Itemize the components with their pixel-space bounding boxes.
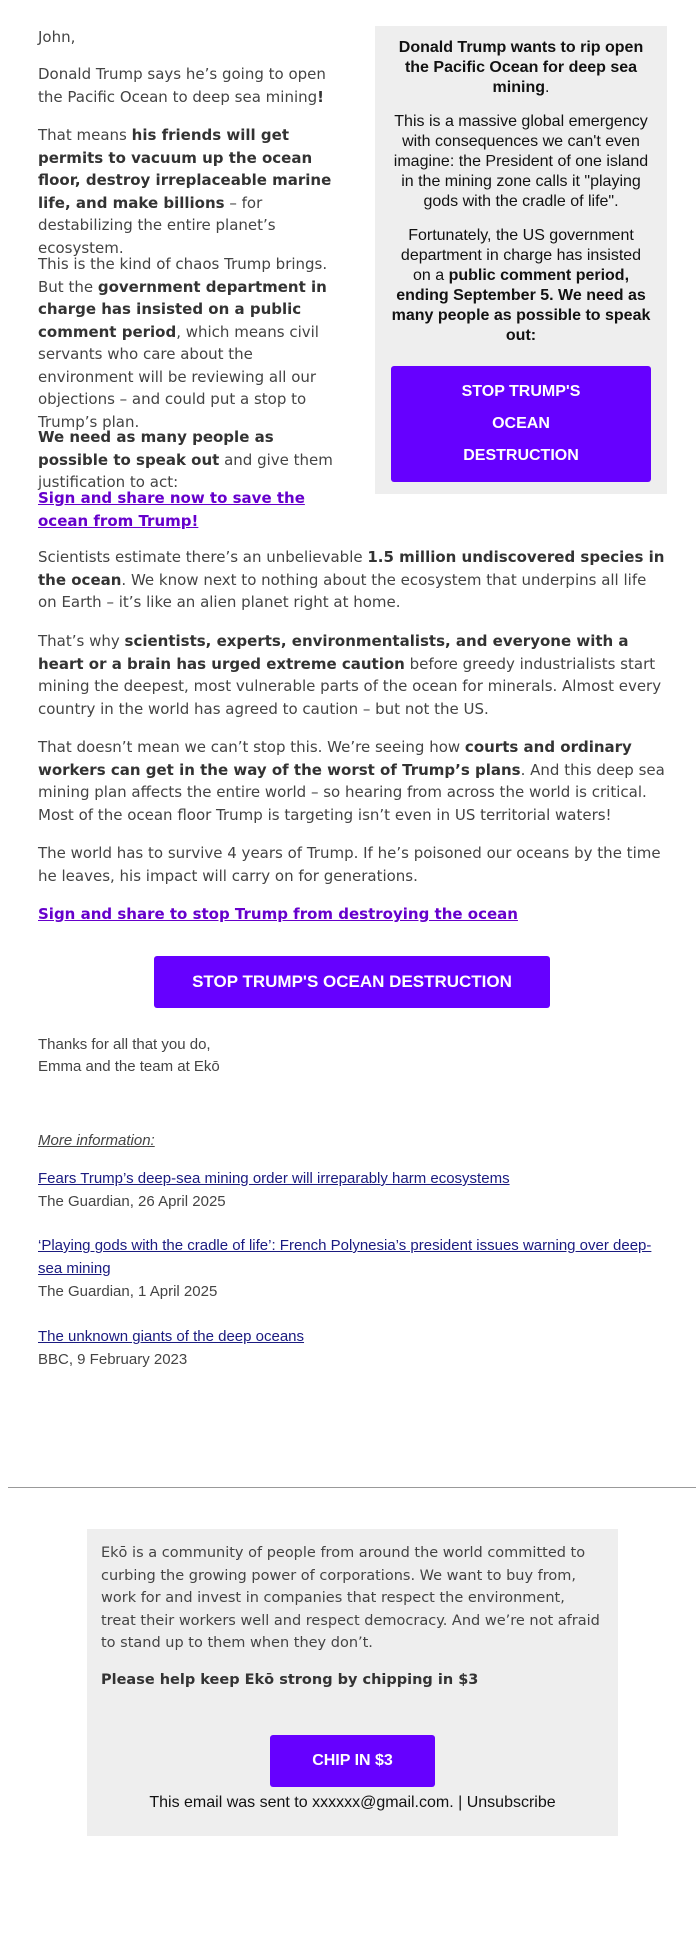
paragraph-permits-pre: That means <box>38 126 132 144</box>
more-info-source-1: The Guardian, 26 April 2025 <box>38 1193 226 1210</box>
footer-about: Ekō is a community of people from around the world committed to curbing the growing power of corporations. We want to buy from, work for and invest in companies that respect the environment, treat their workers well and respect democracy. And we’re not afraid to stand up to them when they don’t. <box>101 1545 600 1651</box>
paragraph-speak-post: and give them justification to act: <box>38 450 333 491</box>
paragraph-comment-post: , which means civil servants who care about the environment will be reviewing all our objections – and could put a stop to Trump’s plan. <box>38 322 319 431</box>
stop-destruction-button-side[interactable] <box>391 366 651 482</box>
callout-box <box>375 26 667 494</box>
more-info-link-2[interactable]: ‘Playing gods with the cradle of life’: French Polynesia’s president issues warning over deep-sea mining <box>38 1237 652 1277</box>
footer-appeal: Please help keep Ekō strong by chipping in $3 <box>101 1672 479 1688</box>
paragraph-species-post: . We know next to nothing about the ecosystem that underpins all life on Earth – it’s like an alien planet right at home. <box>38 570 647 611</box>
callout-comment-bold: public comment period, ending September 5. We need as many people as possible to speak out: <box>391 267 651 344</box>
more-info-source-3: BBC, 9 February 2023 <box>38 1351 188 1368</box>
paragraph-caution-post: before greedy industrialists start mining the deepest, most vulnerable parts of the ocean for minerals. Almost every country in the world has agreed to caution – but not the US. <box>38 654 662 718</box>
footer-box <box>87 1529 618 1836</box>
paragraph-courts <box>38 736 668 826</box>
paragraph-courts-bold: courts and ordinary workers can get in the way of the worst of Trump’s plans <box>38 738 632 779</box>
paragraph-comment-bold: government department in charge has insisted on a public comment period <box>38 277 327 341</box>
paragraph-comment-pre: This is the kind of chaos Trump brings. But the <box>38 255 328 296</box>
paragraph-comment-period <box>38 253 348 433</box>
more-info-source-2: The Guardian, 1 April 2025 <box>38 1283 218 1300</box>
paragraph-speak-out <box>38 426 338 494</box>
paragraph-speak-bold: We need as many people as possible to speak out <box>38 428 274 469</box>
paragraph-four-years: The world has to survive 4 years of Trump. If he’s poisoned our oceans by the time he leaves, his impact will carry on for generations. <box>38 844 661 885</box>
intro-exclaim: ! <box>317 87 324 106</box>
paragraph-species-bold: 1.5 million undiscovered species in the ocean <box>38 548 665 589</box>
paragraph-permits-post: – for destabilizing the entire planet’s ecosystem. <box>38 193 276 257</box>
signoff-thanks: Thanks for all that you do, <box>38 1036 211 1053</box>
intro-text: Donald Trump says he’s going to open the Pacific Ocean to deep sea mining <box>38 65 326 106</box>
paragraph-species <box>38 546 668 614</box>
callout-comment-period <box>391 226 651 346</box>
signoff-team: Emma and the team at Ekō <box>38 1058 220 1075</box>
paragraph-permits-bold: his friends will get permits to vacuum up the ocean floor, destroy irreplaceable marine life, and make billions <box>38 126 332 212</box>
more-info-heading: More information: <box>38 1132 155 1149</box>
paragraph-courts-post: . And this deep sea mining plan affects the entire world – so hearing from across the world is critical. Most of the ocean floor Trump is targeting isn’t even in US territorial waters! <box>38 760 665 824</box>
footer-divider <box>8 1487 696 1488</box>
sign-share-link-2[interactable]: Sign and share to stop Trump from destroying the ocean <box>38 905 518 923</box>
callout-comment-pre: Fortunately, the US government department in charge has insisted on a <box>400 227 642 284</box>
chip-in-button[interactable]: CHIP IN $3 <box>270 1735 435 1787</box>
more-info-link-3[interactable]: The unknown giants of the deep oceans <box>38 1328 305 1345</box>
sign-share-link-1[interactable]: Sign and share now to save the ocean from Trump! <box>38 489 305 530</box>
more-info-link-1[interactable]: Fears Trump’s deep-sea mining order will irreparably harm ecosystems <box>38 1170 510 1187</box>
paragraph-permits <box>38 124 348 259</box>
paragraph-courts-pre: That doesn’t mean we can’t stop this. We’re seeing how <box>38 738 465 756</box>
callout-headline <box>391 38 651 98</box>
side-button-line-1: STOP TRUMP'S <box>461 383 581 400</box>
callout-emergency: This is a massive global emergency with consequences we can't even imagine: the President of one island in the mining zone calls it "playing gods with the cradle of life". <box>393 113 649 210</box>
footer-sent-to: This email was sent to xxxxxx@gmail.com. <box>149 1794 454 1811</box>
paragraph-caution-bold: scientists, experts, environmentalists, and everyone with a heart or a brain has urged extreme caution <box>38 632 629 673</box>
side-button-line-2: OCEAN <box>492 415 550 432</box>
callout-headline-post: . <box>544 79 550 96</box>
stop-destruction-button-main[interactable]: STOP TRUMP'S OCEAN DESTRUCTION <box>154 956 550 1008</box>
paragraph-species-pre: Scientists estimate there’s an unbelievable <box>38 548 368 566</box>
intro-paragraph <box>38 63 338 108</box>
side-button-line-3: DESTRUCTION <box>463 447 579 464</box>
paragraph-caution <box>38 630 668 720</box>
unsubscribe-link[interactable]: Unsubscribe <box>466 1794 556 1811</box>
paragraph-caution-pre: That’s why <box>38 632 125 650</box>
callout-headline-bold: Donald Trump wants to rip open the Pacific Ocean for deep sea mining <box>398 39 644 96</box>
footer-sent-line <box>87 1792 618 1814</box>
greeting: John, <box>38 28 76 46</box>
footer-separator: | <box>453 1794 467 1811</box>
